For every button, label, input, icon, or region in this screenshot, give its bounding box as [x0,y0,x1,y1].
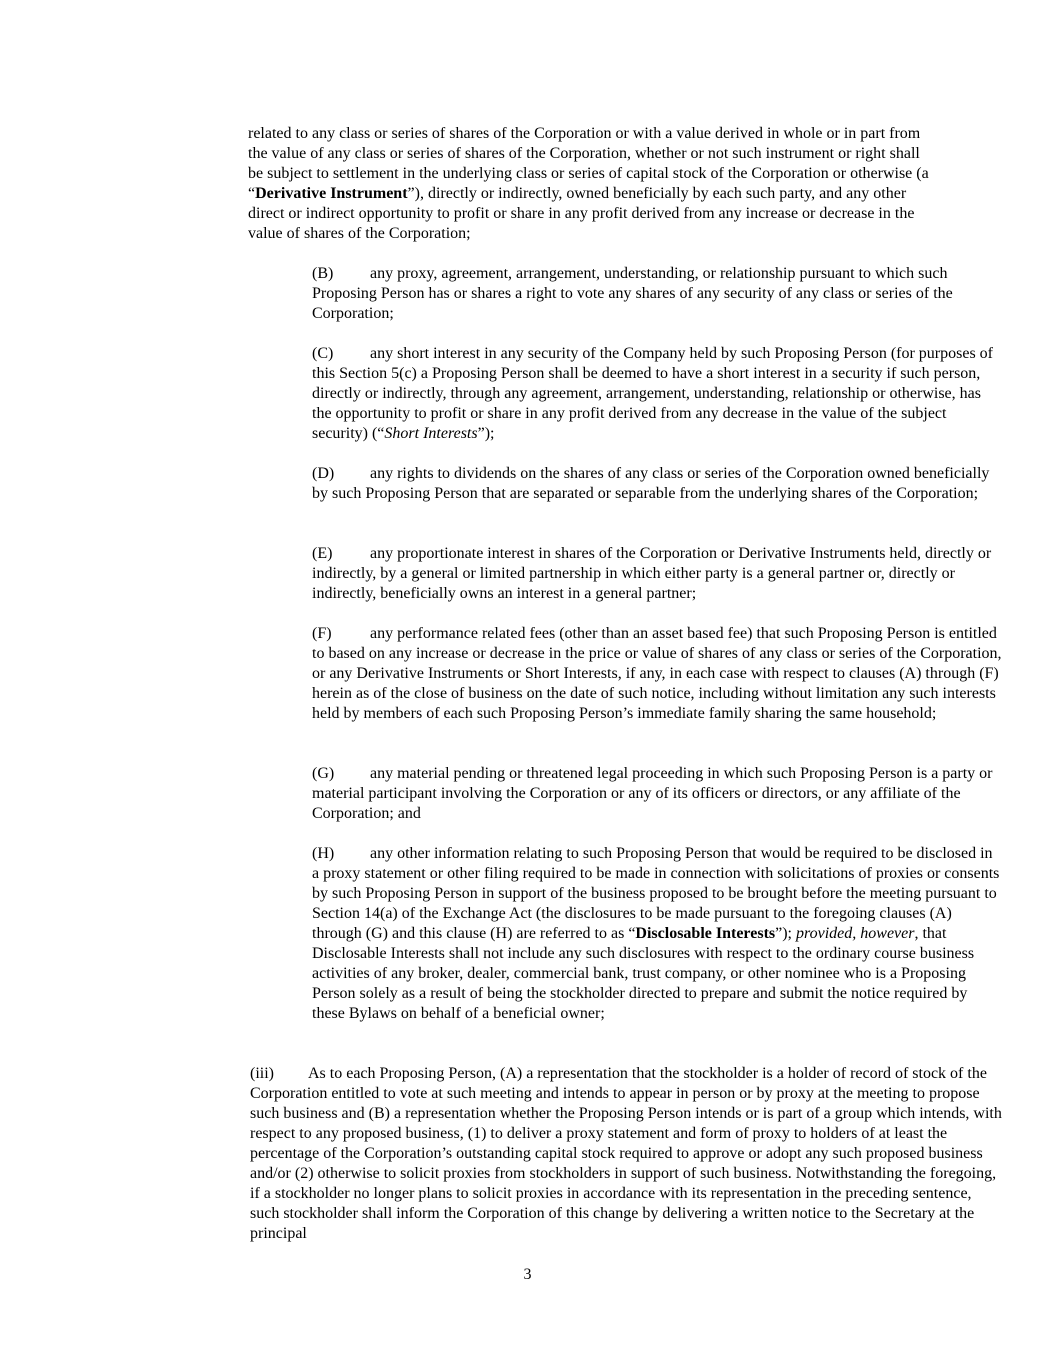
subsection-iii [186,1064,1002,1244]
defined-term-short-interests: Short Interests [384,425,478,442]
paragraph-continuation [248,124,938,244]
clause-text: any short interest in any security of the Company held by such Proposing Person (for purposes of this Section 5(c) a Proposing Person shall be deemed to have a short interest in a security if such person, directly or indirectly, through any agreement, arrangement, understanding, relationship or otherwise, has the opportunity to profit or share in any profit derived from any decrease in the value of the subject security) (“ [312,345,994,442]
clause-text: , that Disclosable Interests shall not include any such disclosures with respect to the ordinary course business activities of any broker, dealer, commercial bank, trust company, or other nominee who is a Proposing Person solely as a result of being the stockholder directed to prepare and submit the notice required by these Bylaws on behalf of a beneficial owner; [312,925,975,1022]
clause-label: (D) [312,465,335,482]
defined-term-disclosable-interests: Disclosable Interests [635,925,776,942]
clause-h [248,844,1002,1024]
clause-label: (C) [312,345,334,362]
clause-text: any rights to dividends on the shares of any class or series of the Corporation owned beneficially by such Proposing Person that are separated or separable from the underlying shares of the Corporation; [312,465,990,502]
subsection-label: (iii) [250,1065,274,1082]
clause-text: any performance related fees (other than an asset based fee) that such Proposing Person is entitled to based on any increase or decrease in the price or value of shares of any class or series of the Corporation, or any Derivative Instruments or Short Interests, if any, in each case with respect to clauses (A) through (F) herein as of the close of business on the date of such notice, including without limitation any such interests held by members of each such Proposing Person’s immediate family sharing the same household; [312,625,1002,722]
defined-term-derivative-instrument: Derivative Instrument [255,185,408,202]
clause-label: (F) [312,625,332,642]
clause-label: (E) [312,545,333,562]
clause-text: any other information relating to such Proposing Person that would be required to be disclosed in a proxy statement or other filing required to be made in connection with solicitations of proxies or consents by such Proposing Person in support of the business proposed to be brought before the meeting pursuant to Section 14(a) of the Exchange Act (the disclosures to be made pursuant to the foregoing clauses (A) through (G) and this clause (H) are referred to as “ [312,845,1000,942]
clause-d [248,464,1002,504]
clause-label: (G) [312,765,335,782]
clause-g [248,764,1002,824]
clause-b [248,264,1002,324]
paragraph-text: ”), directly or indirectly, owned beneficially by each such party, and any other direct or indirect opportunity to profit or share in any profit derived from any increase or decrease in the value of shares of the Corporation; [248,185,915,242]
subsection-text: As to each Proposing Person, (A) a representation that the stockholder is a holder of record of stock of the Corporation entitled to vote at such meeting and intends to appear in person or by proxy at the meeting to propose such business and (B) a representation whether the Proposing Person intends or is part of a group which intends, with respect to any proposed business, (1) to deliver a proxy statement and form of proxy to holders of at least the percentage of the Corporation’s outstanding capital stock required to approve or adopt any such proposed business and/or (2) otherwise to solicit proxies from stockholders in support of such business. Notwithstanding the foregoing, if a stockholder no longer plans to solicit proxies in accordance with its representation in the preceding sentence, such stockholder shall inform the Corporation of this change by delivering a written notice to the Secretary at the principal [250,1065,1002,1242]
clause-text: any material pending or threatened legal proceeding in which such Proposing Person is a party or material participant involving the Corporation or any of its officers or directors, or any affiliate of the Corporation; and [312,765,993,822]
clause-label: (H) [312,845,335,862]
clause-text: any proportionate interest in shares of the Corporation or Derivative Instruments held, directly or indirectly, by a general or limited partnership in which either party is a general partner or, directly or indirectly, beneficially owns an interest in a general partner; [312,545,992,602]
clause-f [248,624,1002,724]
proviso-italic: provided, however [796,925,915,942]
paragraph-text: related to any class or series of shares of the Corporation or with a value derived in whole or in part from the value of any class or series of shares of the Corporation, whether or not such instrument or right shall be subject to settlement in the underlying class or series of capital stock of the Corporation or otherwise (a “ [248,125,929,202]
clause-text: ”); [477,425,495,442]
page-number: 3 [523,1266,532,1283]
clause-label: (B) [312,265,334,282]
clause-c [248,344,1002,444]
clause-e [248,544,1002,604]
clause-text: ”); [775,925,796,942]
clause-text: any proxy, agreement, arrangement, understanding, or relationship pursuant to which such Proposing Person has or shares a right to vote any shares of any security of any class or series of the Corporation; [312,265,953,322]
